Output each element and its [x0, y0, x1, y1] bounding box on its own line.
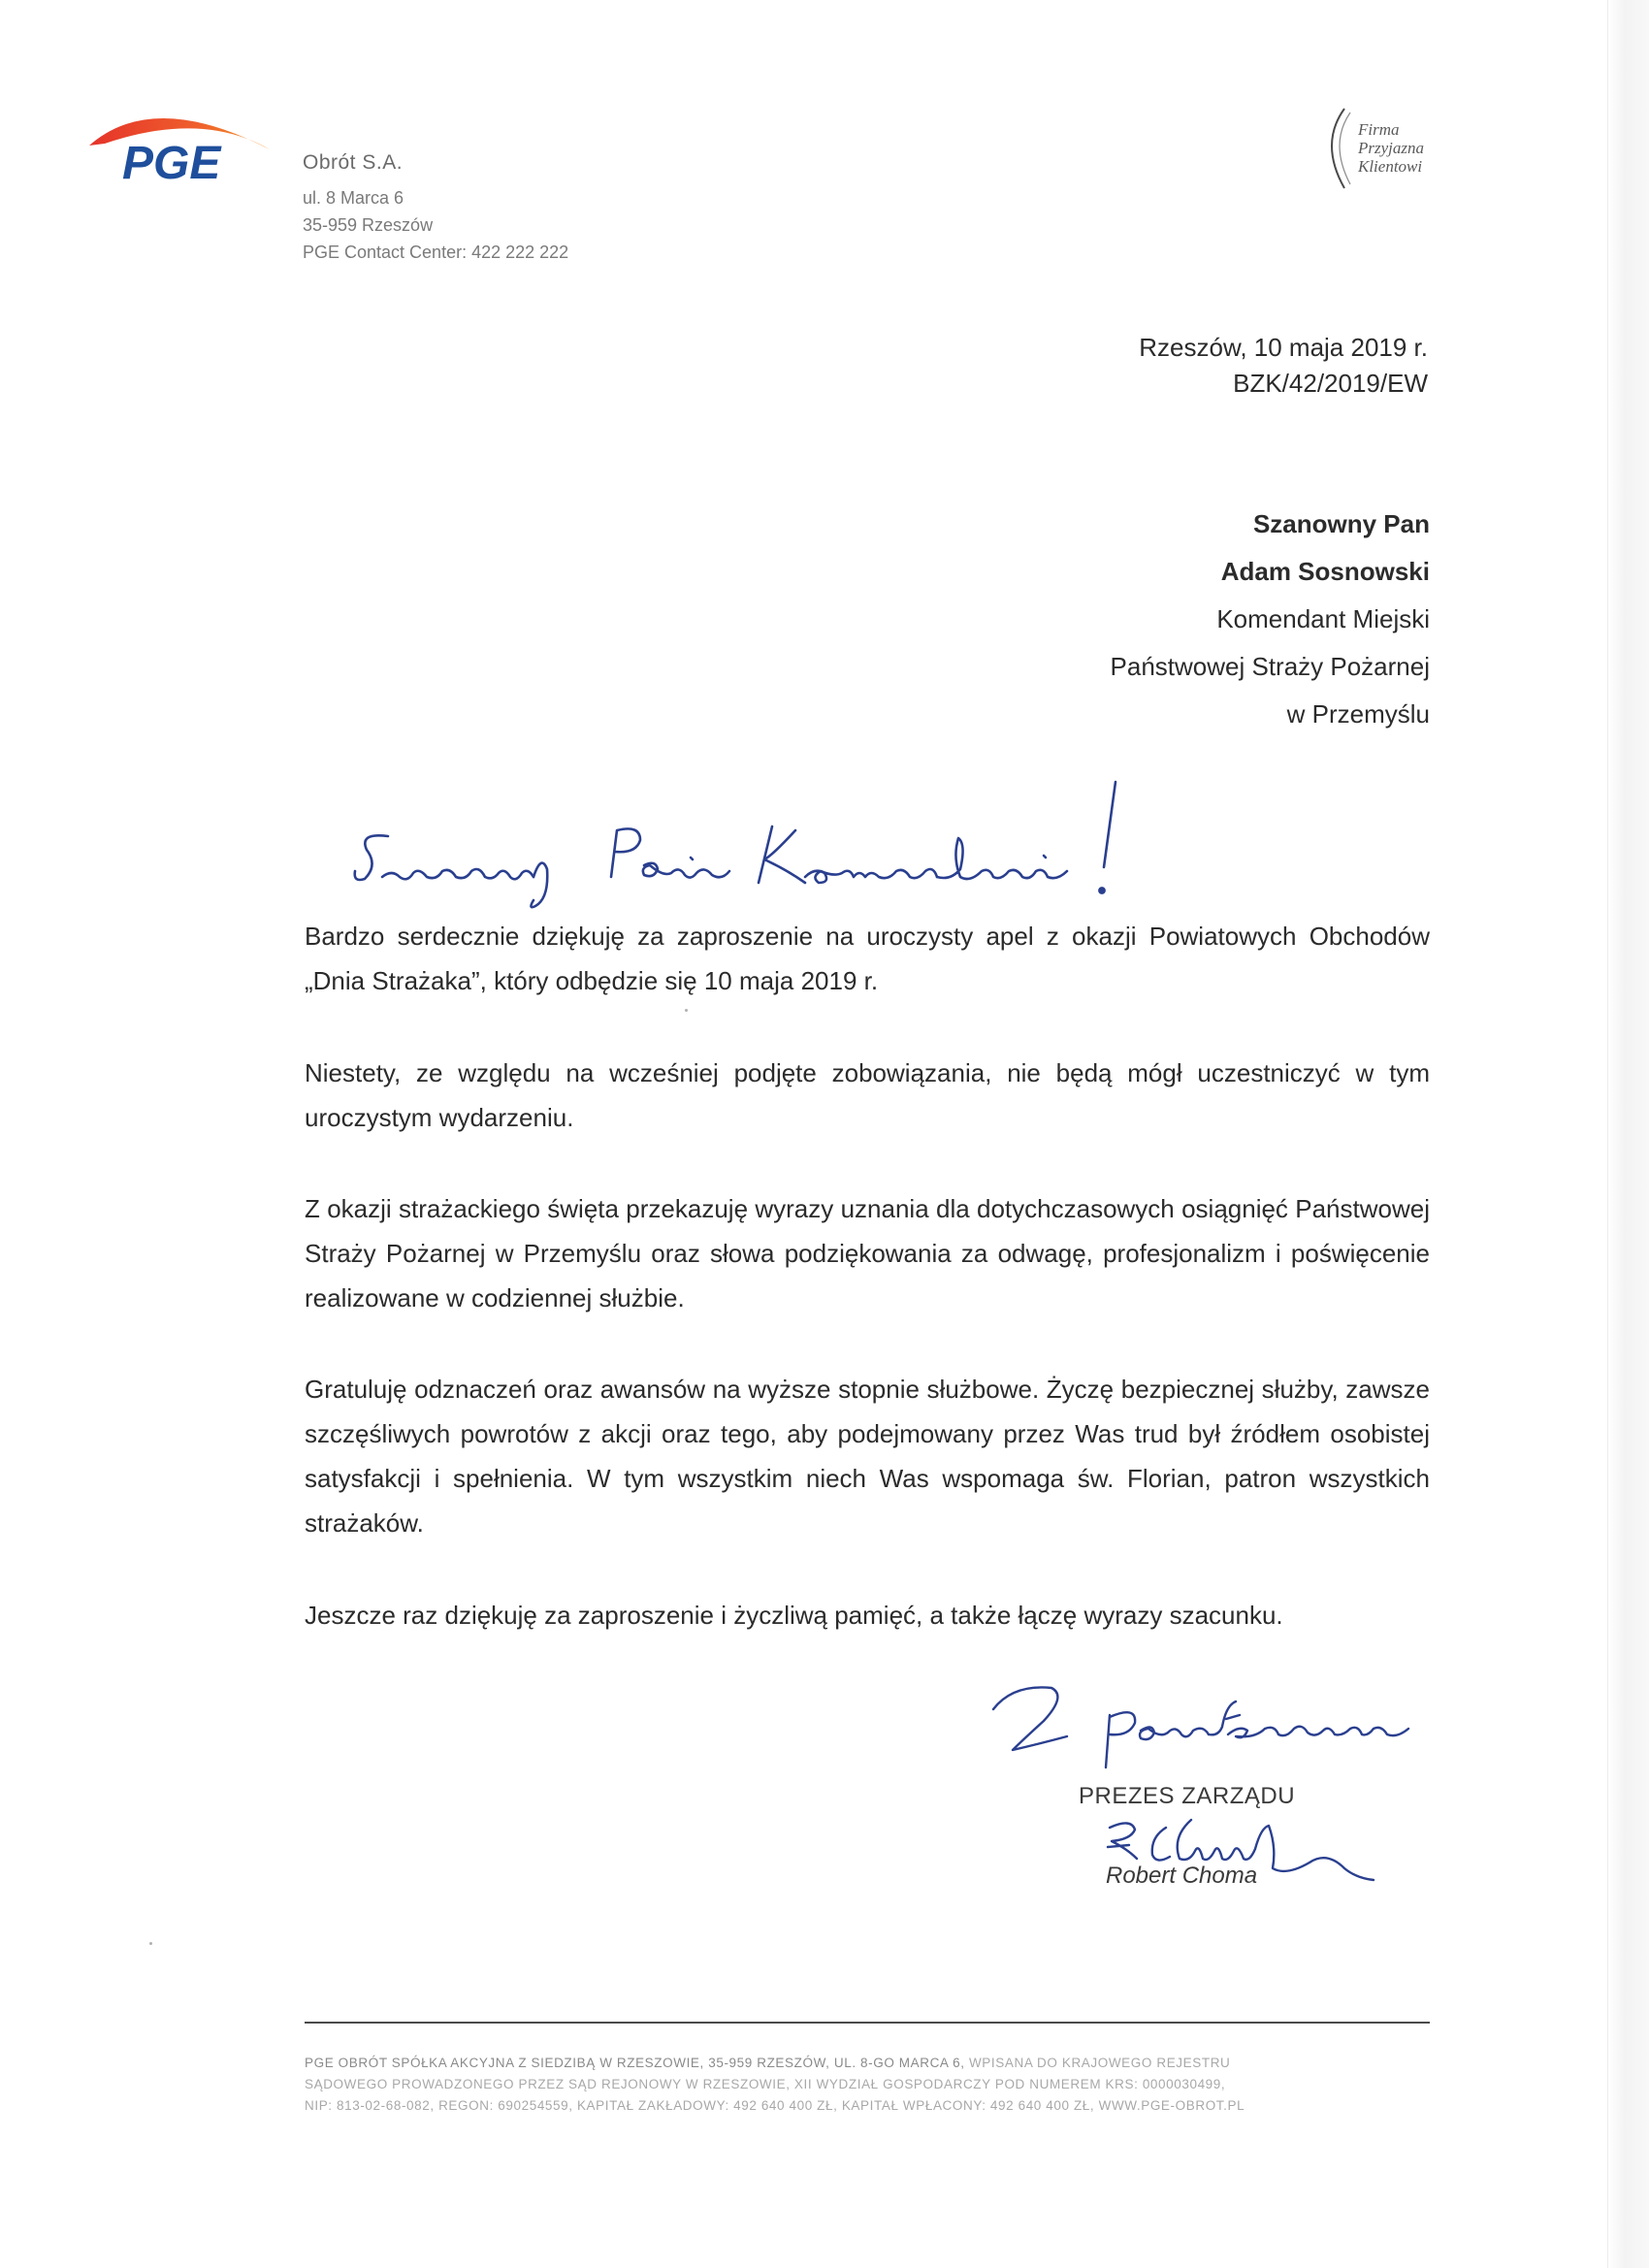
badge-line-3: Klientowi — [1358, 157, 1423, 176]
handwritten-closing — [974, 1667, 1420, 1773]
footer-legal-info — [305, 2053, 1430, 2117]
footer-line-3: NIP: 813-02-68-082, REGON: 690254559, KAPITAŁ ZAKŁADOWY: 492 640 400 ZŁ, KAPITAŁ WPŁACONY: 492 640 400 ZŁ, WWW.PGE-OBROT.PL — [305, 2098, 1245, 2113]
date-reference-block — [1139, 330, 1428, 402]
footer-line-2: SĄDOWEGO PROWADZONEGO PRZEZ SĄD REJONOWY W RZESZOWIE, XII WYDZIAŁ GOSPODARCZY POD NUMEREM KRS: 0000030499, — [305, 2077, 1226, 2091]
signatory-name: Robert Choma — [1106, 1863, 1258, 1889]
sender-address — [303, 151, 568, 266]
scan-speck — [685, 1009, 688, 1012]
recipient-name: Adam Sosnowski — [1220, 557, 1430, 586]
pge-logo — [85, 97, 279, 184]
body-paragraph-1: Bardzo serdecznie dziękuję za zaproszenie na uroczysty apel z okazji Powiatowych Obchodów „Dnia Strażaka”, który odbędzie się 10 maja 2019 r. — [305, 922, 1430, 995]
body-paragraph-5: Jeszcze raz dziękuję za zaproszenie i życzliwą pamięć, a także łączę wyrazy szacunku. — [305, 1601, 1283, 1630]
recipient-institution: Państwowej Straży Pożarnej — [1110, 652, 1430, 681]
firma-przyjazna-klientowi-badge — [1315, 105, 1441, 192]
logo-wordmark: PGE — [122, 138, 221, 184]
address-street: ul. 8 Marca 6 — [303, 188, 404, 208]
scan-page-edge — [1607, 0, 1649, 2268]
contact-center: PGE Contact Center: 422 222 222 — [303, 243, 569, 262]
body-paragraph-3: Z okazji strażackiego święta przekazuję wyrazy uznania dla dotychczasowych osiągnięć Państwowej Straży Pożarnej w Przemyślu oraz słowa podziękowania za odwagę, profesjonalizm i poświęcenie realizowane w codziennej służbie. — [305, 1194, 1430, 1312]
handwritten-salutation — [349, 776, 1145, 912]
address-city: 35-959 Rzeszów — [303, 215, 434, 235]
body-paragraph-4: Gratuluję odznaczeń oraz awansów na wyższe stopnie służbowe. Życzę bezpiecznej służby, zawsze szczęśliwych powrotów z akcji oraz tego, aby podejmowany przez Was trud był źródłem osobistej satysfakcji i spełnienia. W tym wszystkim niech Was wspomaga św. Florian, patron wszystkich strażaków. — [305, 1375, 1430, 1538]
footer-line-1-strong: PGE OBRÓT SPÓŁKA AKCYJNA Z SIEDZIBĄ W RZESZOWIE, 35-959 RZESZÓW, UL. 8-GO MARCA 6, — [305, 2056, 965, 2070]
footer-line-1-rest: WPISANA DO KRAJOWEGO REJESTRU — [968, 2056, 1231, 2070]
body-paragraph-2: Niestety, ze względu na wcześniej podjęte zobowiązania, nie będą mógł uczestniczyć w tym uroczystym wydarzeniu. — [305, 1058, 1430, 1132]
signatory-position: PREZES ZARZĄDU — [1079, 1783, 1296, 1809]
badge-line-1: Firma — [1358, 120, 1400, 139]
recipient-location: w Przemyślu — [1286, 699, 1430, 729]
signature-block — [1079, 1783, 1389, 1889]
footer-divider — [305, 2022, 1430, 2024]
recipient-title: Komendant Miejski — [1216, 604, 1430, 633]
badge-line-2: Przyjazna — [1358, 139, 1424, 157]
footer-line-1 — [305, 2053, 1430, 2074]
company-name: Obrót S.A. — [303, 151, 404, 174]
recipient-block — [1111, 501, 1430, 738]
reference-number: BZK/42/2019/EW — [1233, 369, 1428, 398]
recipient-salutation: Szanowny Pan — [1252, 509, 1430, 538]
place-date: Rzeszów, 10 maja 2019 r. — [1139, 333, 1428, 362]
scan-speck — [149, 1942, 152, 1945]
